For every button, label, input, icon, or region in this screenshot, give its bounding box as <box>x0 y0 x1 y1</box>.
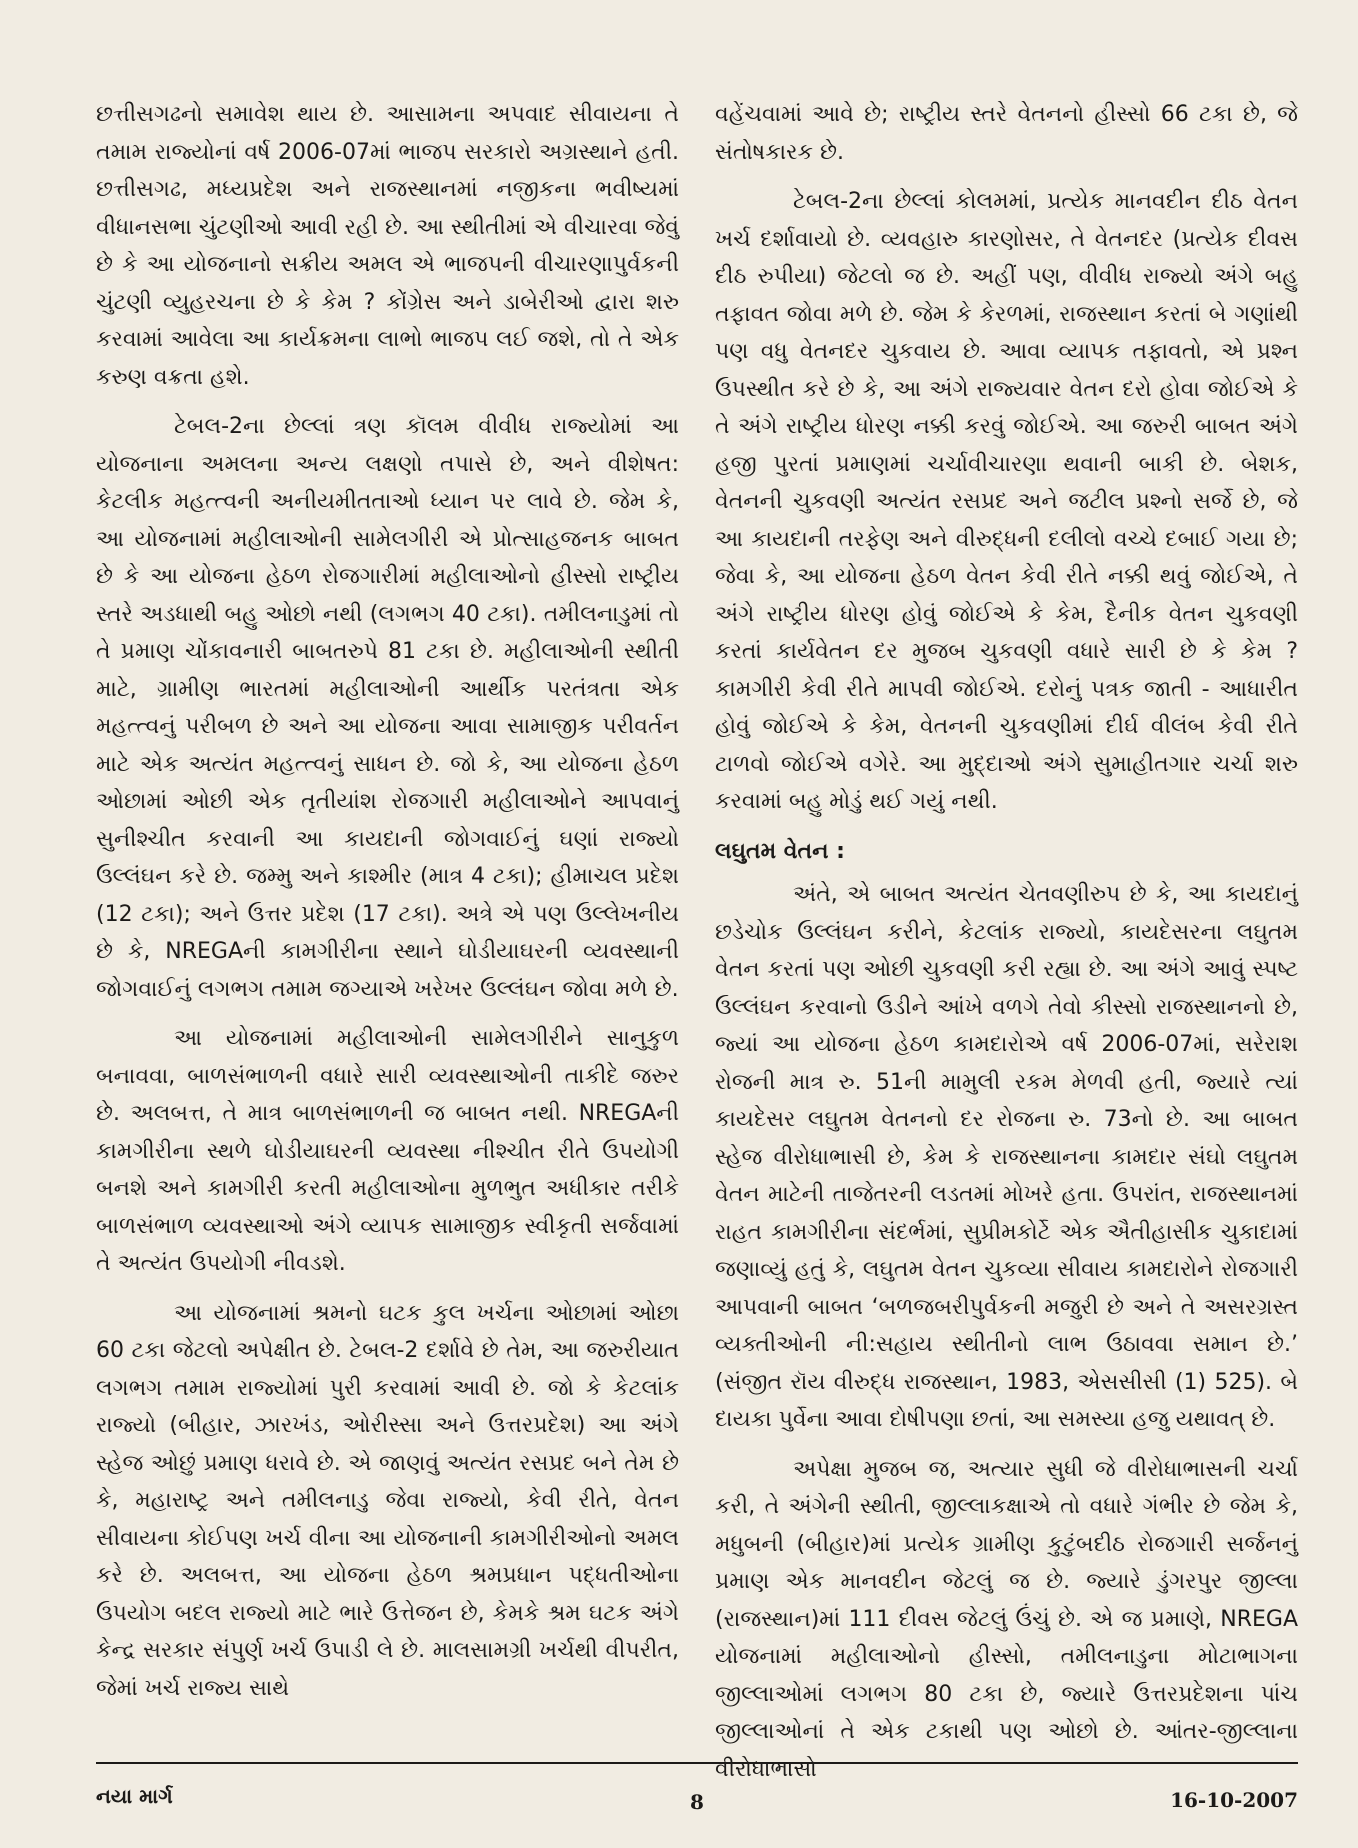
paragraph: વહેંચવામાં આવે છે; રાષ્ટ્રીય સ્તરે વેતનનો હીસ્સો 66 ટકા છે, જે સંતોષકારક છે. <box>715 102 1298 165</box>
paragraph: અંતે, એ બાબત અત્યંત ચેતવણીરુપ છે કે, આ કાયદાનું છડેચોક ઉલ્લંઘન કરીને, કેટલાંક રાજ્યો, કાયદેસરના લઘુતમ વેતન કરતાં પણ ઓછી ચુકવણી કરી રહ્યા છે. આ અંગે આવું સ્પષ્ટ ઉલ્લંઘન કરવાનો ઉડીને આંખે વળગે તેવો કીસ્સો રાજસ્થાનનો છે, જ્યાં આ યોજના હેઠળ કામદારોએ વર્ષ 2006-07માં, સરેરાશ રોજની માત્ર રુ. 51ની મામુલી રકમ મેળવી હતી, જ્યારે ત્યાં કાયદેસર લઘુતમ વેતનનો દર રોજના રુ. 73નો છે. આ બાબત સ્હેજ વીરોધાભાસી છે, કેમ કે રાજસ્થાનના કામદાર સંઘો લઘુતમ વેતન માટેની તાજેતરની લડતમાં મોખરે હતા. ઉપરાંત, રાજસ્થાનમાં રાહત કામગીરીના સંદર્ભમાં, સુપ્રીમકોર્ટે એક ઐતીહાસીક ચુકાદામાં જણાવ્યું હતું કે, લઘુતમ વેતન ચુકવ્યા સીવાય કામદારોને રોજગારી આપવાની બાબત ‘બળજબરીપુર્વકની મજુરી છે અને તે અસરગ્રસ્ત વ્યક્તીઓની ની:સહાય સ્થીતીનો લાભ ઉઠાવવા સમાન છે.’ (સંજીત રૉય વીરુદ્ધ રાજસ્થાન, 1983, એસસીસી (1) 525). બે દાયકા પુર્વેના આવા દોષીપણા છતાં, આ સમસ્યા હજુ યથાવત્ છે. <box>715 882 1298 1432</box>
publication-name: નયા માર્ગ <box>96 1784 173 1808</box>
paragraph: અપેક્ષા મુજબ જ, અત્યાર સુધી જે વીરોધાભાસની ચર્ચા કરી, તે અંગેની સ્થીતી, જીલ્લાકક્ષાએ તો વધારે ગંભીર છે જેમ કે, મધુબની (બીહાર)માં પ્રત્યેક ગ્રામીણ કુટુંબદીઠ રોજગારી સર્જનનું પ્રમાણ એક માનવદીન જેટલું જ છે. જ્યારે ડુંગરપુર જીલ્લા (રાજસ્થાન)માં 111 દીવસ જેટલું ઉંચું છે. એ જ પ્રમાણે, NREGA યોજનામાં મહીલાઓનો હીસ્સો, તમીલનાડુના મોટાભાગના જીલ્લાઓમાં લગભગ 80 ટકા છે, જ્યારે ઉત્તરપ્રદેશના પાંચ જીલ્લાઓનાં તે એક ટકાથી પણ ઓછો છે. આંતર-જીલ્લાના વીરોધાભાસો <box>715 1456 1298 1782</box>
right-column <box>715 96 1298 1782</box>
left-column <box>96 96 679 1746</box>
paragraph: આ યોજનામાં મહીલાઓની સામેલગીરીને સાનુકુળ બનાવવા, બાળસંભાળની વધારે સારી વ્યવસ્થાઓની તાકીદે જરુર છે. અલબત્ત, તે માત્ર બાળસંભાળની જ બાબત નથી. NREGAની કામગીરીના સ્થળે ઘોડીયાઘરની વ્યવસ્થા નીશ્ચીત રીતે ઉપયોગી બનશે અને કામગીરી કરતી મહીલાઓના મુળભુત અધીકાર તરીકે બાળસંભાળ વ્યવસ્થાઓ અંગે વ્યાપક સામાજીક સ્વીકૃતી સર્જવામાં તે અત્યંત ઉપયોગી નીવડશે. <box>96 1026 679 1276</box>
page-footer <box>96 1778 1298 1818</box>
footer-rule <box>96 1762 1298 1764</box>
section-heading: લઘુતમ વેતન : <box>715 838 845 864</box>
article-body <box>96 96 1298 1782</box>
issue-date: 16-10-2007 <box>1170 1788 1298 1812</box>
paragraph: છત્તીસગઢનો સમાવેશ થાય છે. આસામના અપવાદ સીવાયના તે તમામ રાજ્યોનાં વર્ષ 2006-07માં ભાજપ સરકારો અગ્રસ્થાને હતી. છત્તીસગઢ, મધ્યપ્રદેશ અને રાજસ્થાનમાં નજીકના ભવીષ્યમાં વીધાનસભા ચુંટણીઓ આવી રહી છે. આ સ્થીતીમાં એ વીચારવા જેવું છે કે આ યોજનાનો સક્રીય અમલ એ ભાજપની વીચારણાપુર્વકની ચુંટણી વ્યુહરચના છે કે કેમ ? કોંગ્રેસ અને ડાબેરીઓ દ્વારા શરુ કરવામાં આવેલા આ કાર્યક્રમના લાભો ભાજપ લઈ જશે, તો તે એક કરુણ વક્રતા હશે. <box>96 102 679 390</box>
page-number: 8 <box>690 1790 704 1814</box>
paragraph: ટેબલ-2ના છેલ્લાં કોલમમાં, પ્રત્યેક માનવદીન દીઠ વેતન ખર્ચ દર્શાવાયો છે. વ્યવહારુ કારણોસર, તે વેતનદર (પ્રત્યેક દીવસ દીઠ રુપીયા) જેટલો જ છે. અહીં પણ, વીવીધ રાજ્યો અંગે બહુ તફાવત જોવા મળે છે. જેમ કે કેરળમાં, રાજસ્થાન કરતાં બે ગણાંથી પણ વધુ વેતનદર ચુકવાય છે. આવા વ્યાપક તફાવતો, એ પ્રશ્ન ઉપસ્થીત કરે છે કે, આ અંગે રાજ્યવાર વેતન દરો હોવા જોઈએ કે તે અંગે રાષ્ટ્રીય ધોરણ નક્કી કરવું જોઈએ. આ જરુરી બાબત અંગે હજી પુરતાં પ્રમાણમાં ચર્ચાવીચારણા થવાની બાકી છે. બેશક, વેતનની ચુકવણી અત્યંત રસપ્રદ અને જટીલ પ્રશ્નો સર્જે છે, જે આ કાયદાની તરફેણ અને વીરુદ્ધની દલીલો વચ્ચે દબાઈ ગયા છે; જેવા કે, આ યોજના હેઠળ વેતન કેવી રીતે નક્કી થવું જોઈએ, તે અંગે રાષ્ટ્રીય ધોરણ હોવું જોઈએ કે કેમ, દૈનીક વેતન ચુકવણી કરતાં કાર્યવેતન દર મુજબ ચુકવણી વધારે સારી છે કે કેમ ? કામગીરી કેવી રીતે માપવી જોઈએ. દરોનું પત્રક જાતી - આધારીત હોવું જોઈએ કે કેમ, વેતનની ચુકવણીમાં દીર્ઘ વીલંબ કેવી રીતે ટાળવો જોઈએ વગેરે. આ મુદ્દાઓ અંગે સુમાહીતગાર ચર્ચા શરુ કરવામાં બહુ મોડું થઈ ગયું નથી. <box>715 189 1298 814</box>
paragraph: ટેબલ-2ના છેલ્લાં ત્રણ કૉલમ વીવીધ રાજ્યોમાં આ યોજનાના અમલના અન્ય લક્ષણો તપાસે છે, અને વીશેષત: કેટલીક મહત્ત્વની અનીયમીતતાઓ ધ્યાન પર લાવે છે. જેમ કે, આ યોજનામાં મહીલાઓની સામેલગીરી એ પ્રોત્સાહજનક બાબત છે કે આ યોજના હેઠળ રોજગારીમાં મહીલાઓનો હીસ્સો રાષ્ટ્રીય સ્તરે અડધાથી બહુ ઓછો નથી (લગભગ 40 ટકા). તમીલનાડુમાં તો તે પ્રમાણ ચોંકાવનારી બાબતરુપે 81 ટકા છે. મહીલાઓની સ્થીતી માટે, ગ્રામીણ ભારતમાં મહીલાઓની આર્થીક પરતંત્રતા એક મહત્ત્વનું પરીબળ છે અને આ યોજના આવા સામાજીક પરીવર્તન માટે એક અત્યંત મહત્ત્વનું સાધન છે. જો કે, આ યોજના હેઠળ ઓછામાં ઓછી એક તૃતીયાંશ રોજગારી મહીલાઓને આપવાનું સુનીશ્ચીત કરવાની આ કાયદાની જોગવાઈનું ઘણાં રાજ્યો ઉલ્લંઘન કરે છે. જમ્મુ અને કાશ્મીર (માત્ર 4 ટકા); હીમાચલ પ્રદેશ (12 ટકા); અને ઉત્તર પ્રદેશ (17 ટકા). અત્રે એ પણ ઉલ્લેખનીય છે કે, NREGAની કામગીરીના સ્થાને ઘોડીયાઘરની વ્યવસ્થાની જોગવાઈનું લગભગ તમામ જગ્યાએ ખરેખર ઉલ્લંઘન જોવા મળે છે. <box>96 414 679 1002</box>
paragraph: આ યોજનામાં શ્રમનો ઘટક કુલ ખર્ચના ઓછામાં ઓછા 60 ટકા જેટલો અપેક્ષીત છે. ટેબલ-2 દર્શાવે છે તેમ, આ જરુરીયાત લગભગ તમામ રાજ્યોમાં પુરી કરવામાં આવી છે. જો કે કેટલાંક રાજ્યો (બીહાર, ઝારખંડ, ઓરીસ્સા અને ઉત્તરપ્રદેશ) આ અંગે સ્હેજ ઓછું પ્રમાણ ધરાવે છે. એ જાણવું અત્યંત રસપ્રદ બને તેમ છે કે, મહારાષ્ટ્ર અને તમીલનાડુ જેવા રાજ્યો, કેવી રીતે, વેતન સીવાયના કોઈપણ ખર્ચ વીના આ યોજનાની કામગીરીઓનો અમલ કરે છે. અલબત્ત, આ યોજના હેઠળ શ્રમપ્રધાન પદ્ધતીઓના ઉપયોગ બદલ રાજ્યો માટે ભારે ઉત્તેજન છે, કેમકે શ્રમ ઘટક અંગે કેન્દ્ર સરકાર સંપુર્ણ ખર્ચ ઉપાડી લે છે. માલસામગ્રી ખર્ચથી વીપરીત, જેમાં ખર્ચ રાજ્ય સાથે <box>96 1300 679 1701</box>
